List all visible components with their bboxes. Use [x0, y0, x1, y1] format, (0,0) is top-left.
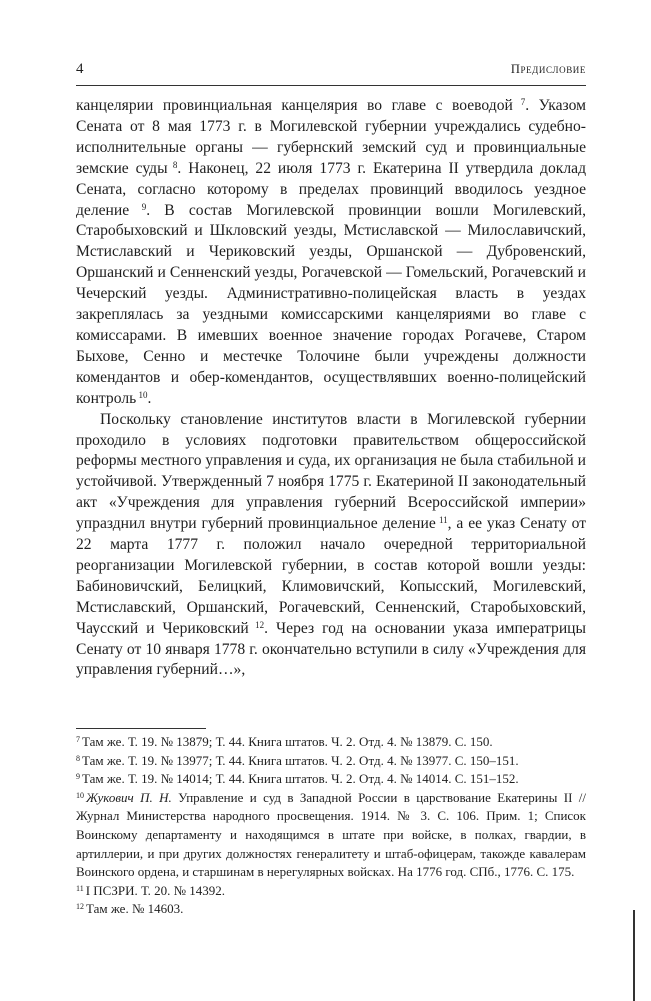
- footnote-text: Управление и суд в Западной России в царствование Екатерины II // Журнал Министерства народного просвещения. 1914. № 3. С. 106. Прим. 1; Список Воинскому департаменту и находящимся в штате при войске, в полках, гвардии, в артиллерии, и при других должностях генералитету и штаб-офицерам, такожде кавалерам Воинского ордена, и старшинам в нерегулярных войсках. На 1776 год. СПб., 1776. С. 175.: [76, 789, 587, 880]
- footnote-ref-7[interactable]: 7: [520, 97, 526, 107]
- paragraph-2-text-2: , а ее указ Сенату от 22 марта 1777 г. положил начало очередной территориальной реорганизации Могилевской губернии, в состав которой вошли уезды: Бабиновичский, Белицкий, Климовичский, Копысский, Могилевский, Мстиславский, Оршанский, Рогачевский, Сенненский, Старобыховский, Чаусский и Чериковский: [76, 515, 587, 637]
- footnote-text: Там же. Т. 19. № 14014; Т. 44. Книга штатов. Ч. 2. Отд. 4. № 14014. С. 151–152.: [82, 771, 519, 787]
- page-edge-mark: [633, 910, 635, 1001]
- footnote-separator: [76, 728, 206, 729]
- main-text: [76, 96, 586, 681]
- paragraph-1-text-2: . Указом Сената от 8 мая 1773 г. в Могилевской губернии учреждались судебно-исполнительные органы — губернский земский суд и провинциальные земские суды: [76, 97, 586, 177]
- footnote-8: [76, 752, 586, 771]
- footnote-12: [76, 900, 586, 919]
- page-number: 4: [76, 61, 84, 77]
- footnote-number: 10: [76, 790, 84, 800]
- paragraph-2: [76, 410, 586, 682]
- footnote-number: 9: [76, 772, 80, 782]
- footnote-author: Жукович П. Н.: [86, 789, 172, 805]
- paragraph-1-text-1: канцелярии провинциальная канцелярия во главе с воеводой: [76, 97, 513, 114]
- footnote-7: [76, 733, 586, 752]
- footnote-text: Там же. Т. 19. № 13977; Т. 44. Книга штатов. Ч. 2. Отд. 4. № 13977. С. 150–151.: [82, 752, 519, 768]
- running-head: Предисловие: [510, 62, 586, 76]
- footnote-ref-12[interactable]: 12: [255, 619, 265, 630]
- footnote-ref-10[interactable]: 10: [138, 389, 148, 400]
- footnote-10: [76, 789, 586, 882]
- paragraph-2-text-3: . Через год на основании указа императрицы Сенату от 10 января 1778 г. окончательно вступили в силу «Учреждения для управления губерний…»,: [76, 619, 586, 679]
- footnote-11: [76, 882, 586, 901]
- footnote-number: 12: [76, 902, 84, 912]
- footnotes: [76, 733, 586, 919]
- footnote-number: 7: [76, 735, 80, 744]
- paragraph-1-text-3: . Наконец, 22 июля 1773 г. Екатерина II утвердила доклад Сената, согласно которому в пределах провинций вводилось уездное деление: [76, 159, 586, 219]
- paragraph-2-text-1: Поскольку становление институтов власти в Могилевской губернии проходило в условиях подготовки правительством общероссийской реформы местного управления и суда, их организация не была стабильной и устойчивой. Утвержденный 7 ноября 1775 г. Екатериной II законодательный акт «Учреждения для управления губерний Всероссийской империи» упразднил внутри губерний провинциальное деление: [76, 410, 586, 533]
- footnote-number: 11: [76, 883, 84, 893]
- footnote-text: Там же. № 14603.: [86, 901, 184, 917]
- footnote-9: [76, 770, 586, 789]
- footnote-number: 8: [76, 753, 80, 763]
- footnote-ref-8[interactable]: 8: [172, 159, 178, 170]
- footnote-ref-9[interactable]: 9: [141, 201, 147, 212]
- footnote-ref-11[interactable]: 11: [438, 515, 448, 526]
- paragraph-1: [76, 96, 586, 410]
- footnote-text: I ПСЗРИ. Т. 20. № 14392.: [85, 882, 226, 898]
- header-rule: [76, 85, 586, 86]
- paragraph-1-text-4: . В состав Могилевской провинции вошли Могилевский, Старобыховский и Шкловский уезды, Мстиславской — Милославичский, Мстиславский и Чериковский уезды, Оршанской — Дубровенский, Оршанский и Сенненский уезды, Рогачевской — Гомельский, Рогачевский и Чечерский уезды. Административно-полицейская власть в уездах закреплялась за уездными комиссарскими канцеляриями во главе с комиссарами. В имевших военное значение городах Рогачеве, Старом Быхове, Сенно и местечке Толочине были учреждены должности комендантов и обер-комендантов, осуществлявших военно-полицейский контроль: [76, 201, 586, 407]
- paragraph-1-text-5: .: [147, 389, 152, 407]
- footnote-text: Там же. Т. 19. № 13879; Т. 44. Книга штатов. Ч. 2. Отд. 4. № 13879. С. 150.: [82, 734, 493, 749]
